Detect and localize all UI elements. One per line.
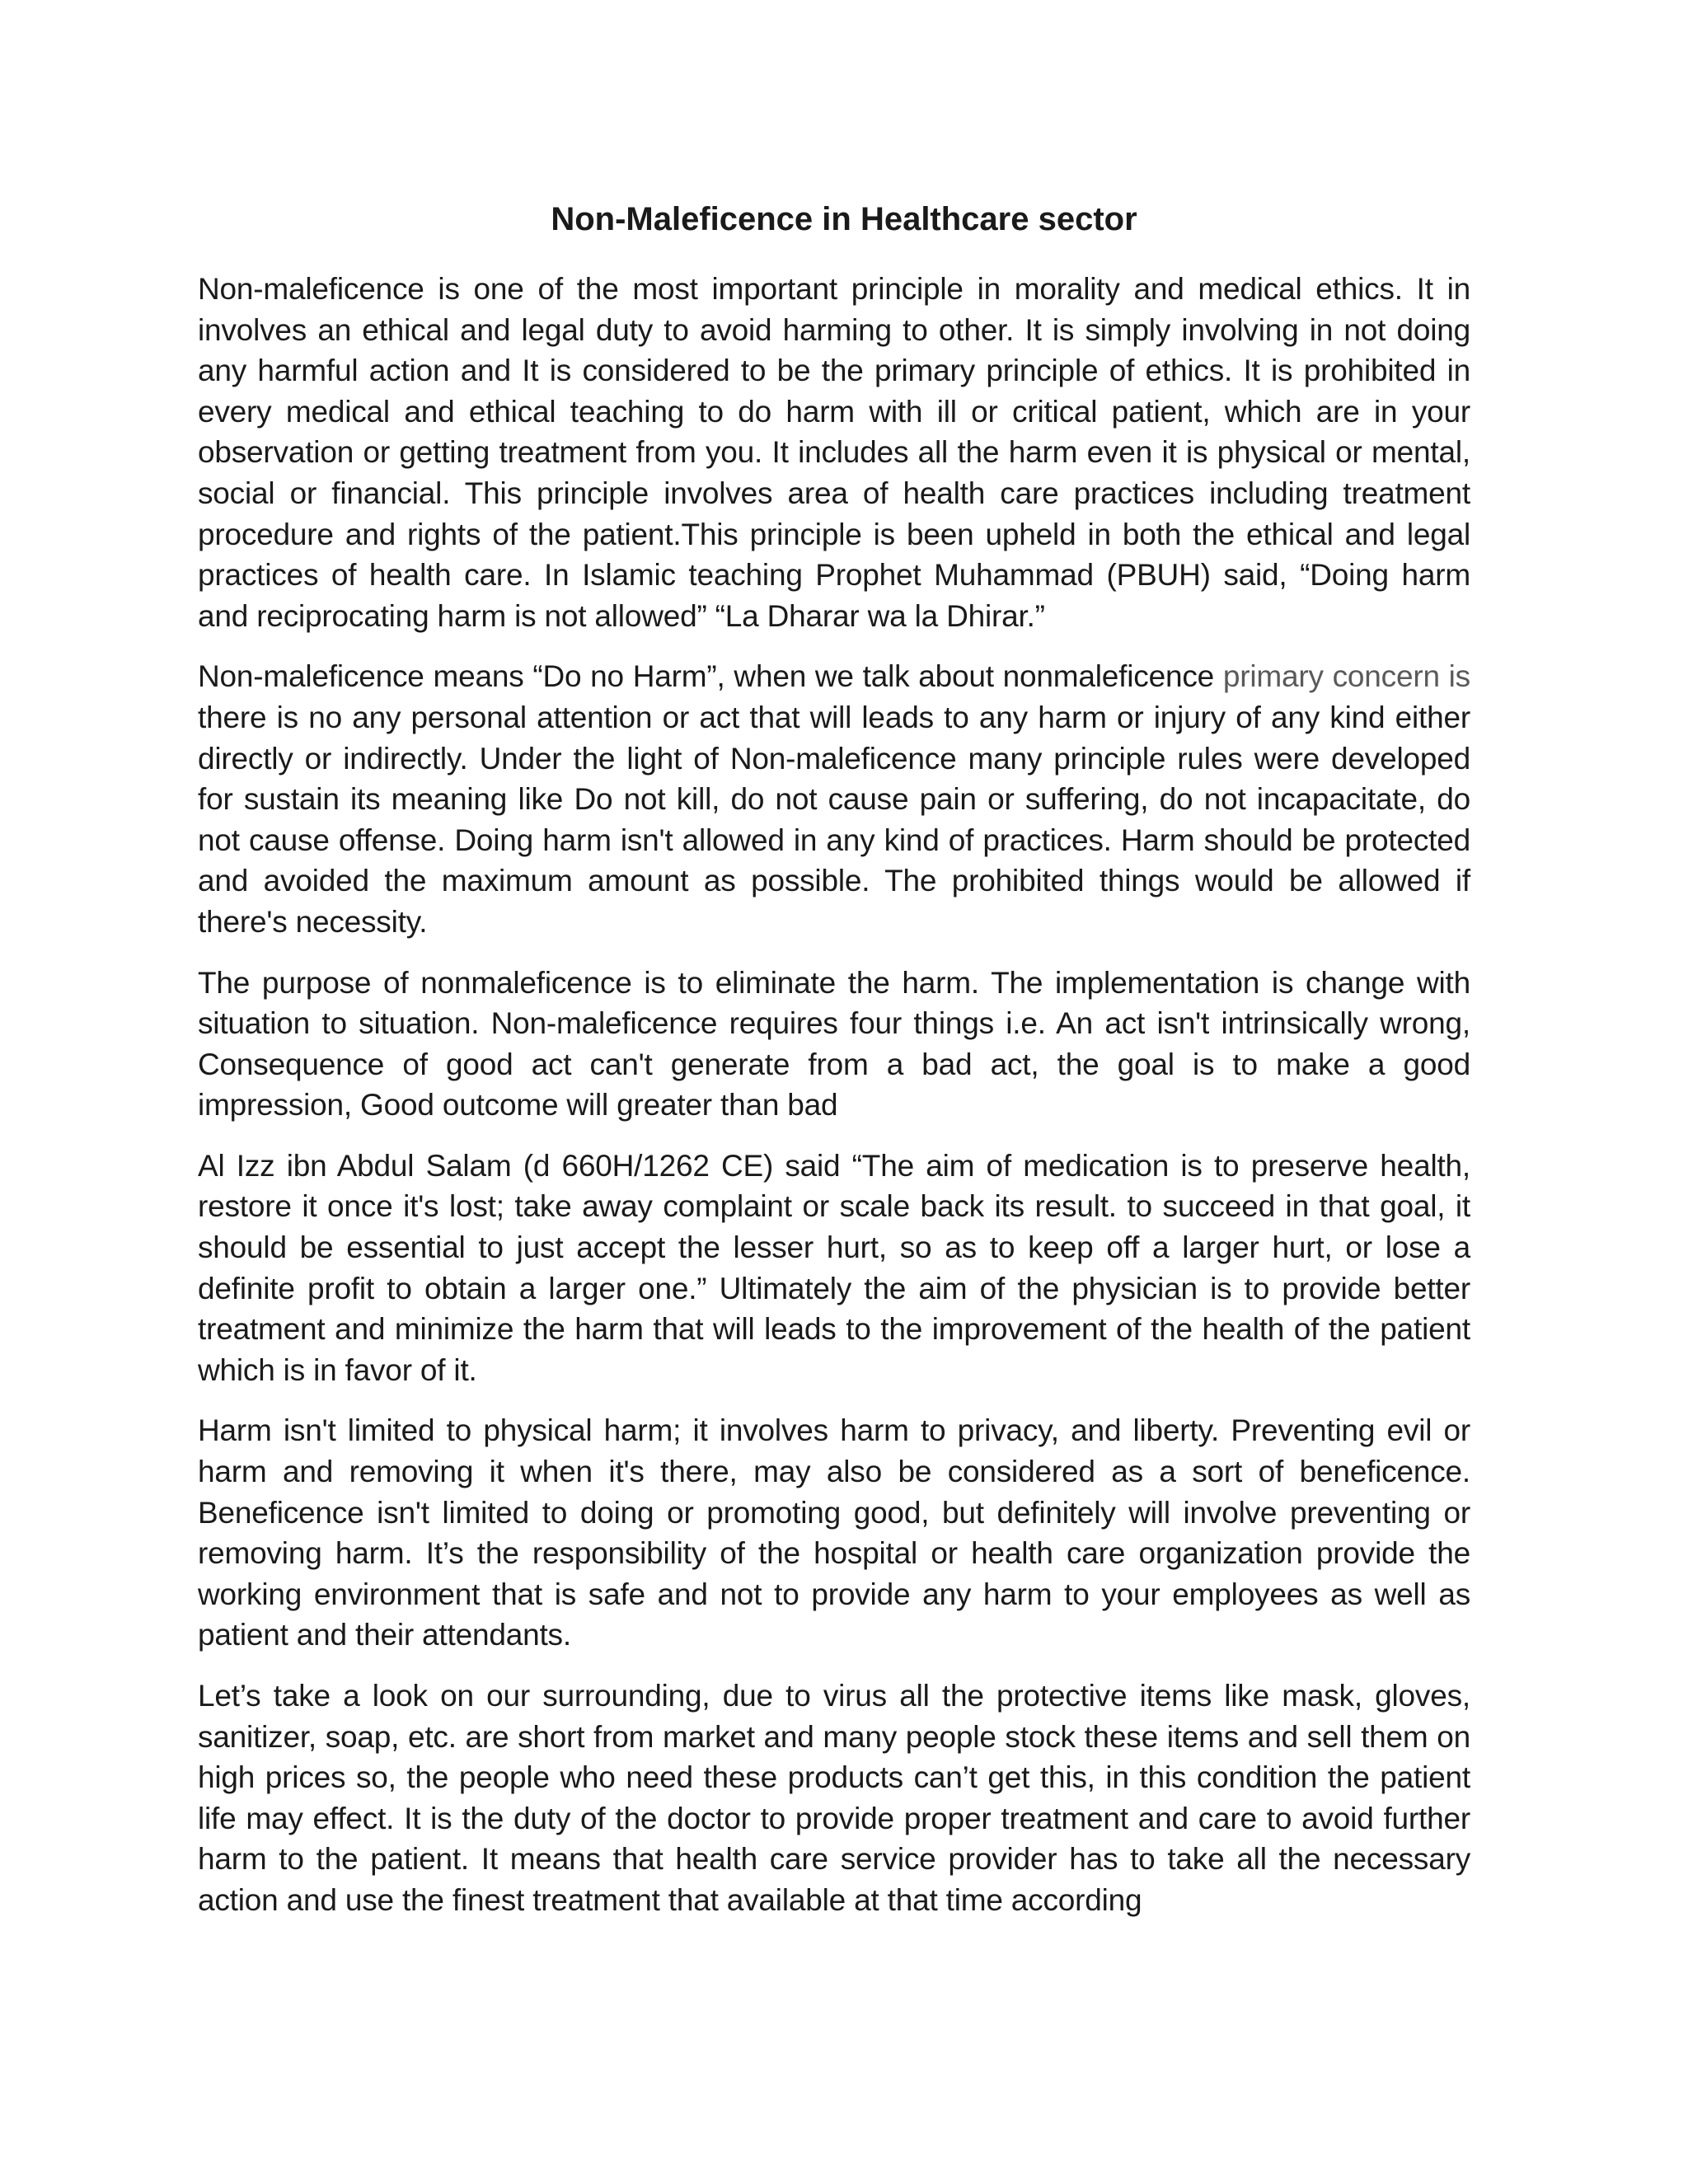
- paragraph-2-end: there is no any personal attention or act that will leads to any harm or injury of any kind either directly or indirectly. Under the light of Non-maleficence many principle rules were developed for sustain its meaning like Do not kill, do not cause pain or suffering, do not incapacitate, do not cause offense. Doing harm isn't allowed in any kind of practices. Harm should be protected and avoided the maximum amount as possible. The prohibited things would be allowed if there's necessity.: [198, 700, 1470, 939]
- paragraph-1: Non-maleficence is one of the most important principle in morality and medical ethics. It in involves an ethical and legal duty to avoid harming to other. It is simply involving in not doing any harmful action and It is considered to be the primary principle of ethics. It is prohibited in every medical and ethical teaching to do harm with ill or critical patient, which are in your observation or getting treatment from you. It includes all the harm even it is physical or mental, social or financial. This principle involves area of health care practices including treatment procedure and rights of the patient.This principle is been upheld in both the ethical and legal practices of health care. In Islamic teaching Prophet Muhammad (PBUH) said, “Doing harm and reciprocating harm is not allowed” “La Dharar wa la Dhirar.”: [198, 272, 1470, 633]
- paragraph-4: Al Izz ibn Abdul Salam (d 660H/1262 CE) said “The aim of medication is to preserve health, restore it once it's lost; take away complaint or scale back its result. to succeed in that goal, it should be essential to just accept the lesser hurt, so as to keep off a larger hurt, or lose a definite profit to obtain a larger one.” Ultimately the aim of the physician is to provide better treatment and minimize the harm that will leads to the improvement of the health of the patient which is in favor of it.: [198, 1148, 1470, 1387]
- paragraph-6: Let’s take a look on our surrounding, due to virus all the protective items like mask, gloves, sanitizer, soap, etc. are short from market and many people stock these items and sell them on high prices so, the people who need these products can’t get this, in this condition the patient life may effect. It is the duty of the doctor to provide proper treatment and care to avoid further harm to the patient. It means that health care service provider has to take all the necessary action and use the finest treatment that available at that time according: [198, 1679, 1470, 1917]
- paragraph-5: Harm isn't limited to physical harm; it involves harm to privacy, and liberty. Preventing evil or harm and removing it when it's there, may also be considered as a sort of beneficence. Beneficence isn't limited to doing or promoting good, but definitely will involve preventing or removing harm. It’s the responsibility of the hospital or health care organization provide the working environment that is safe and not to provide any harm to your employees as well as patient and their attendants.: [198, 1413, 1470, 1652]
- paragraph-2: [198, 656, 1470, 942]
- paragraph-2-highlight: primary concern is: [1222, 659, 1470, 694]
- page-title: Non-Maleficence in Healthcare sector: [551, 201, 1137, 237]
- paragraph-3: The purpose of nonmaleficence is to eliminate the harm. The implementation is change with situation to situation. Non-maleficence requires four things i.e. An act isn't intrinsically wrong, Consequence of good act can't generate from a bad act, the goal is to make a good impression, Good outcome will greater than bad: [198, 965, 1470, 1122]
- paragraph-2-start: Non-maleficence means “Do no Harm”, when we talk about nonmaleficence: [198, 659, 1223, 694]
- document-body: [198, 269, 1470, 1941]
